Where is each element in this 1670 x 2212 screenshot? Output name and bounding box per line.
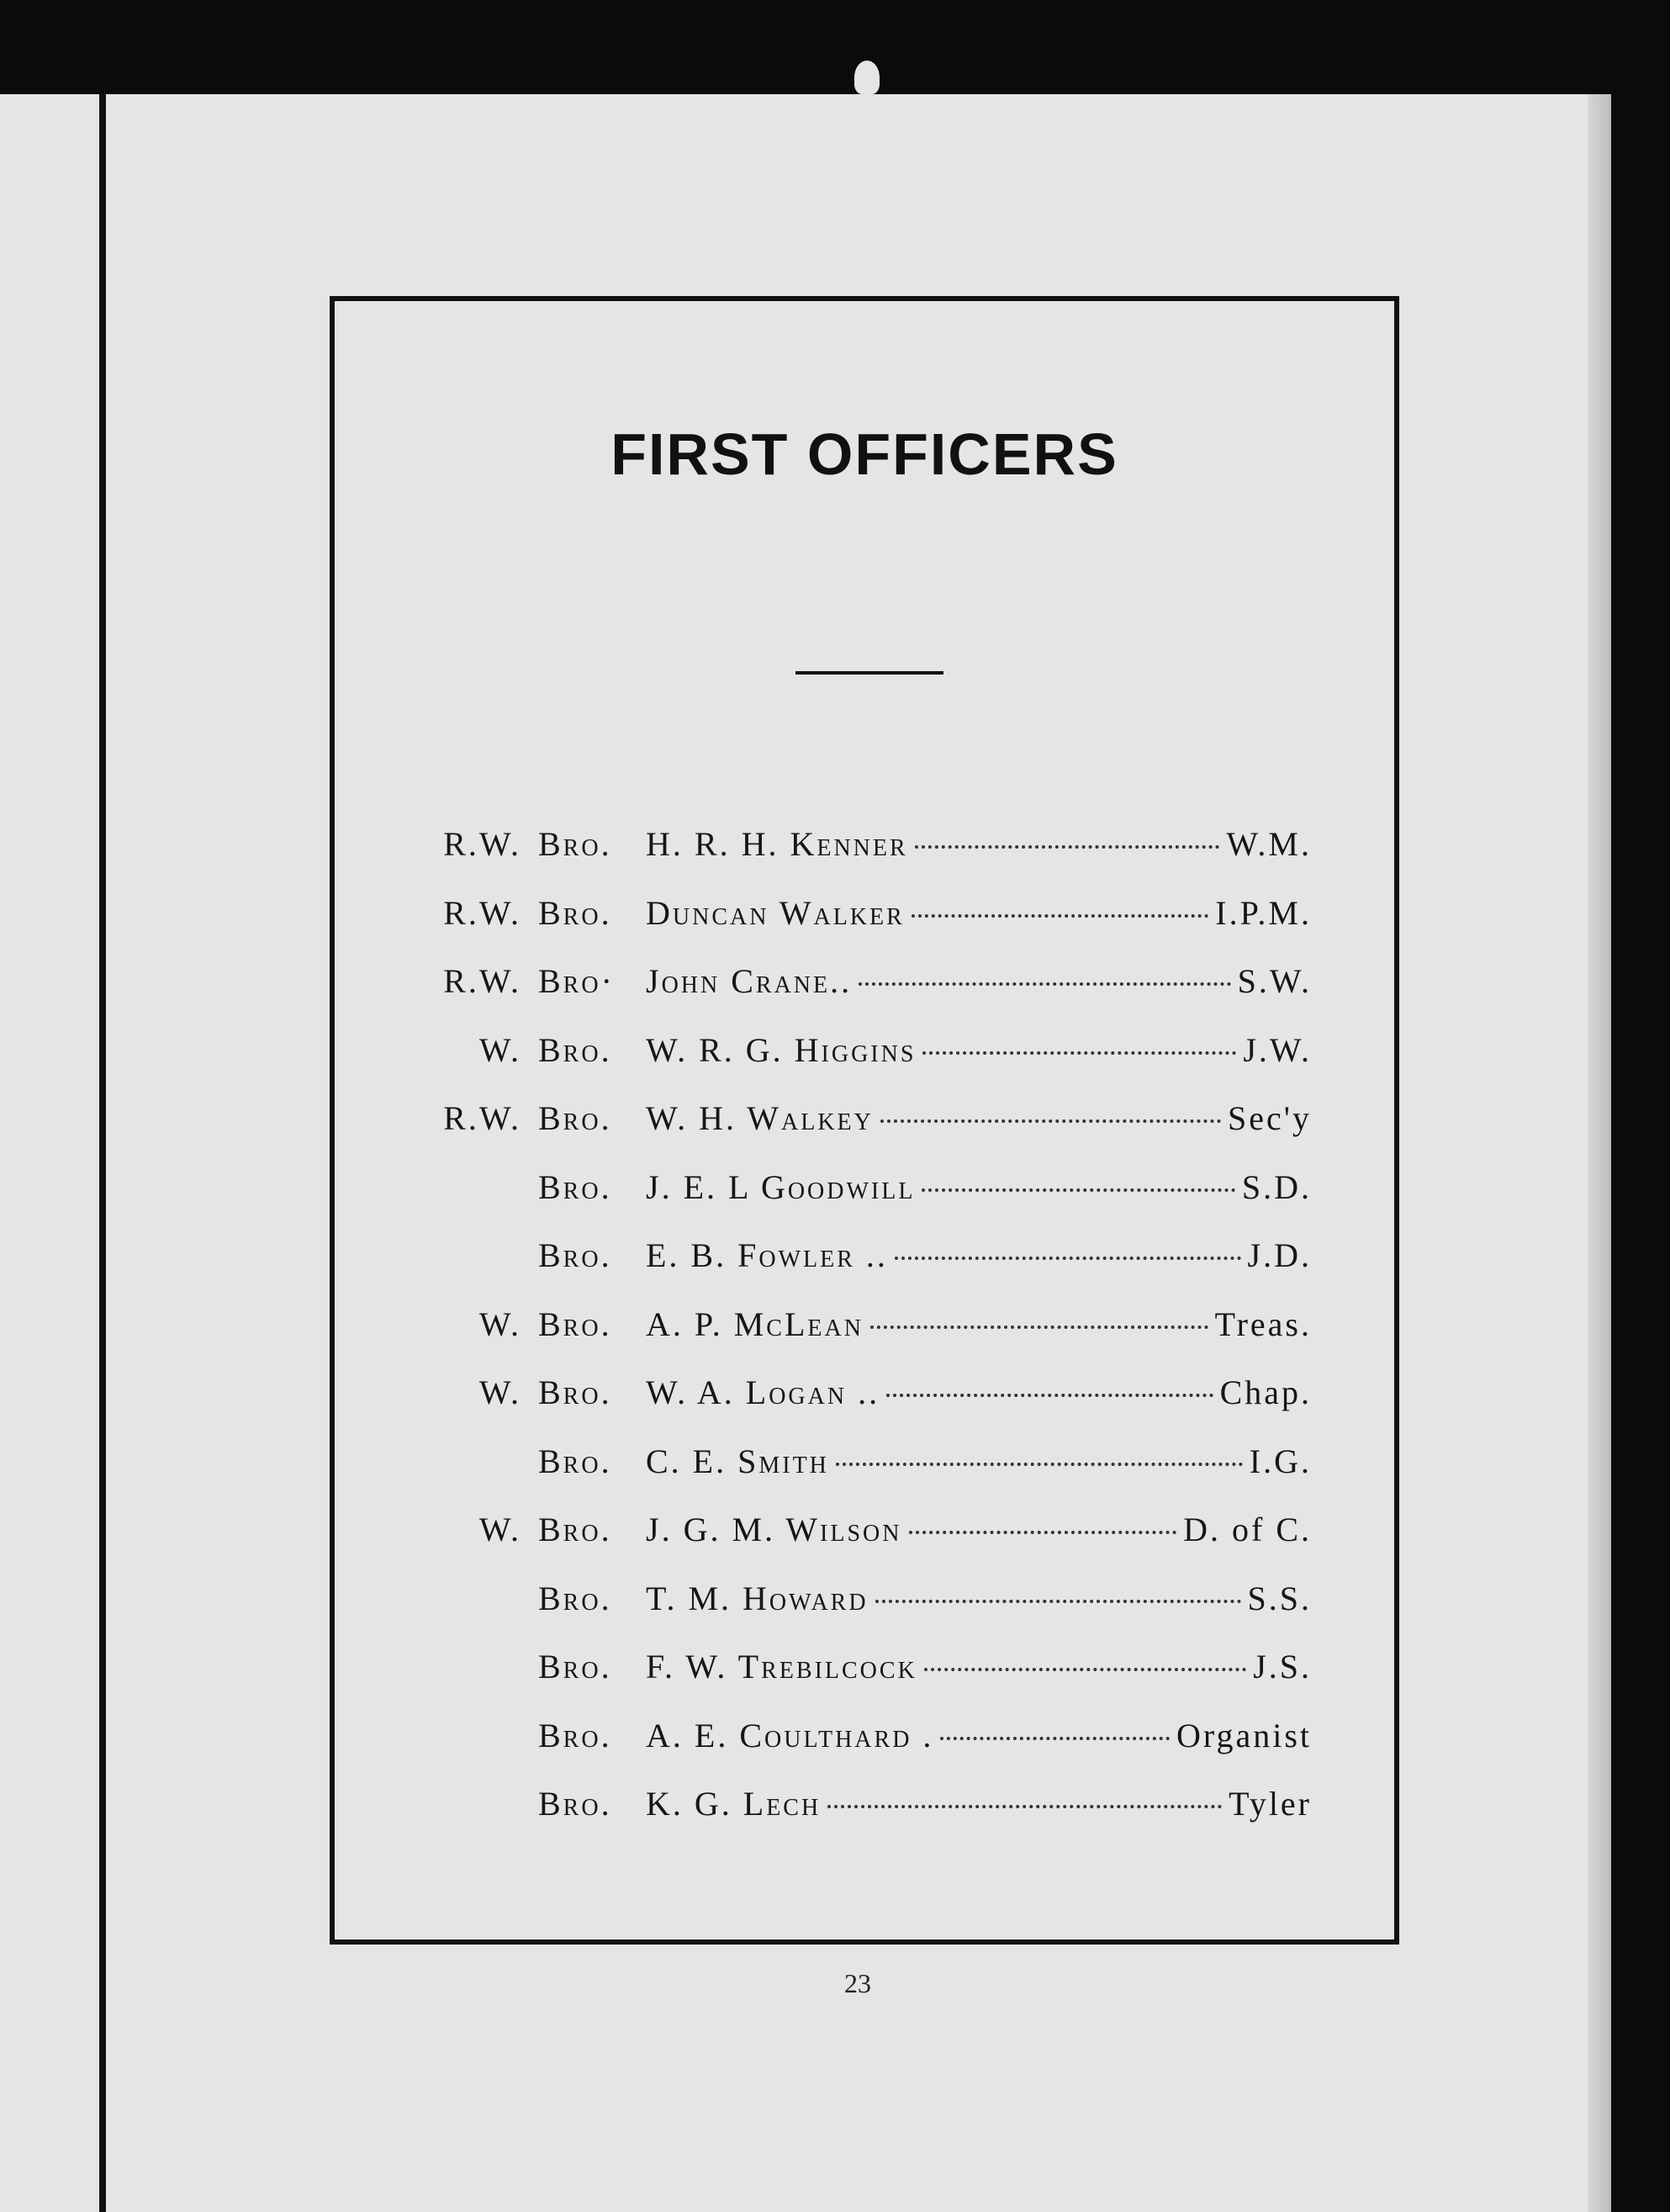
page-number: 23 (844, 1968, 871, 1998)
officer-name: W. R. G. Higgins (646, 1030, 917, 1069)
officer-row (420, 1167, 1312, 1236)
officer-row (420, 961, 1312, 1030)
officer-name: Duncan Walker (646, 893, 905, 932)
officer-row (420, 1304, 1312, 1373)
dot-leader (915, 845, 1220, 849)
page-edge-shadow (1588, 94, 1611, 2212)
officer-title: Bro. (538, 825, 612, 863)
page-title: FIRST OFFICERS (610, 421, 1118, 487)
officer-name: H. R. H. Kenner (646, 825, 908, 863)
officer-row (420, 1716, 1312, 1785)
dot-leader (922, 1051, 1236, 1055)
officer-prefix: R.W. (443, 1099, 521, 1137)
dot-leader (836, 1463, 1243, 1466)
officer-prefix: W. (478, 1304, 521, 1343)
officer-office: I.G. (1249, 1442, 1312, 1480)
officer-office: J.S. (1253, 1648, 1312, 1685)
officers-list (420, 824, 1312, 1853)
officer-name: T. M. Howard (646, 1579, 869, 1617)
officer-office: W.M. (1226, 825, 1312, 863)
officer-row (420, 1579, 1312, 1648)
officer-row (420, 1098, 1312, 1167)
officer-row (420, 1236, 1312, 1304)
officer-title: Bro. (538, 1236, 612, 1274)
officer-row (420, 1510, 1312, 1579)
officer-title: Bro. (538, 1511, 612, 1548)
officer-prefix: R.W. (443, 825, 521, 863)
officer-title: Bro. (538, 1579, 612, 1617)
officer-name: W. H. Walkey (646, 1099, 874, 1137)
officer-name: John Crane.. (646, 962, 853, 1000)
title-divider (795, 671, 943, 675)
officer-title: Bro. (538, 1304, 612, 1343)
officer-prefix: R.W. (443, 962, 521, 1000)
officer-title: Bro. (538, 1030, 612, 1069)
officer-title: Bro. (538, 893, 612, 932)
officer-title: Bro. (538, 1716, 612, 1754)
dot-leader (909, 1531, 1177, 1534)
officer-office: I.P.M. (1215, 893, 1312, 932)
dot-leader (880, 1119, 1221, 1123)
officer-prefix: W. (478, 1511, 521, 1548)
officer-office: D. of C. (1183, 1511, 1312, 1548)
officer-office: S.D. (1241, 1167, 1312, 1206)
officer-title: Bro. (538, 1167, 612, 1206)
officer-row (420, 1030, 1312, 1099)
dot-leader (912, 914, 1208, 918)
binding-edge (99, 94, 106, 2212)
officer-row (420, 893, 1312, 962)
officer-name: F. W. Trebilcock (646, 1648, 917, 1685)
officer-office: S.S. (1247, 1579, 1312, 1617)
officer-name: A. P. McLean (646, 1304, 864, 1343)
officer-row (420, 1442, 1312, 1511)
dot-leader (870, 1326, 1208, 1329)
officer-title: Bro. (538, 1099, 612, 1137)
officer-prefix: W. (478, 1030, 521, 1069)
officer-office: J.D. (1247, 1236, 1312, 1274)
dot-leader (875, 1600, 1241, 1603)
officer-row (420, 1647, 1312, 1716)
officer-office: S.W. (1237, 962, 1312, 1000)
officer-office: Chap. (1219, 1373, 1312, 1411)
officer-title: Bro. (538, 1785, 612, 1823)
dot-leader (827, 1805, 1222, 1808)
officer-office: Treas. (1214, 1304, 1312, 1343)
officer-name: A. E. Coulthard . (646, 1716, 934, 1754)
dot-leader (859, 982, 1231, 986)
dot-leader (886, 1394, 1213, 1397)
officer-name: C. E. Smith (646, 1442, 829, 1480)
officer-name: J. G. M. Wilson (646, 1511, 902, 1548)
officer-row (420, 1784, 1312, 1853)
officer-name: J. E. L Goodwill (646, 1167, 916, 1206)
officer-name: W. A. Logan .. (646, 1373, 880, 1411)
officer-name: K. G. Lech (646, 1785, 822, 1823)
officer-title: Bro. (538, 1373, 612, 1411)
officer-name: E. B. Fowler .. (646, 1236, 888, 1274)
officer-title: Bro. (538, 1442, 612, 1480)
officer-office: J.W. (1243, 1030, 1312, 1069)
officer-row (420, 824, 1312, 893)
page-notch (854, 61, 880, 94)
dot-leader (940, 1737, 1170, 1740)
dot-leader (924, 1668, 1246, 1671)
officer-office: Tyler (1229, 1785, 1312, 1823)
dot-leader (922, 1188, 1234, 1192)
officer-office: Organist (1176, 1716, 1312, 1754)
officer-prefix: R.W. (443, 893, 521, 932)
officer-office: Sec'y (1228, 1099, 1312, 1137)
dot-leader (895, 1257, 1241, 1260)
officer-prefix: W. (478, 1373, 521, 1411)
officer-title: Bro. (538, 1648, 612, 1685)
officer-row (420, 1373, 1312, 1442)
officer-title: Bro· (538, 962, 615, 1000)
